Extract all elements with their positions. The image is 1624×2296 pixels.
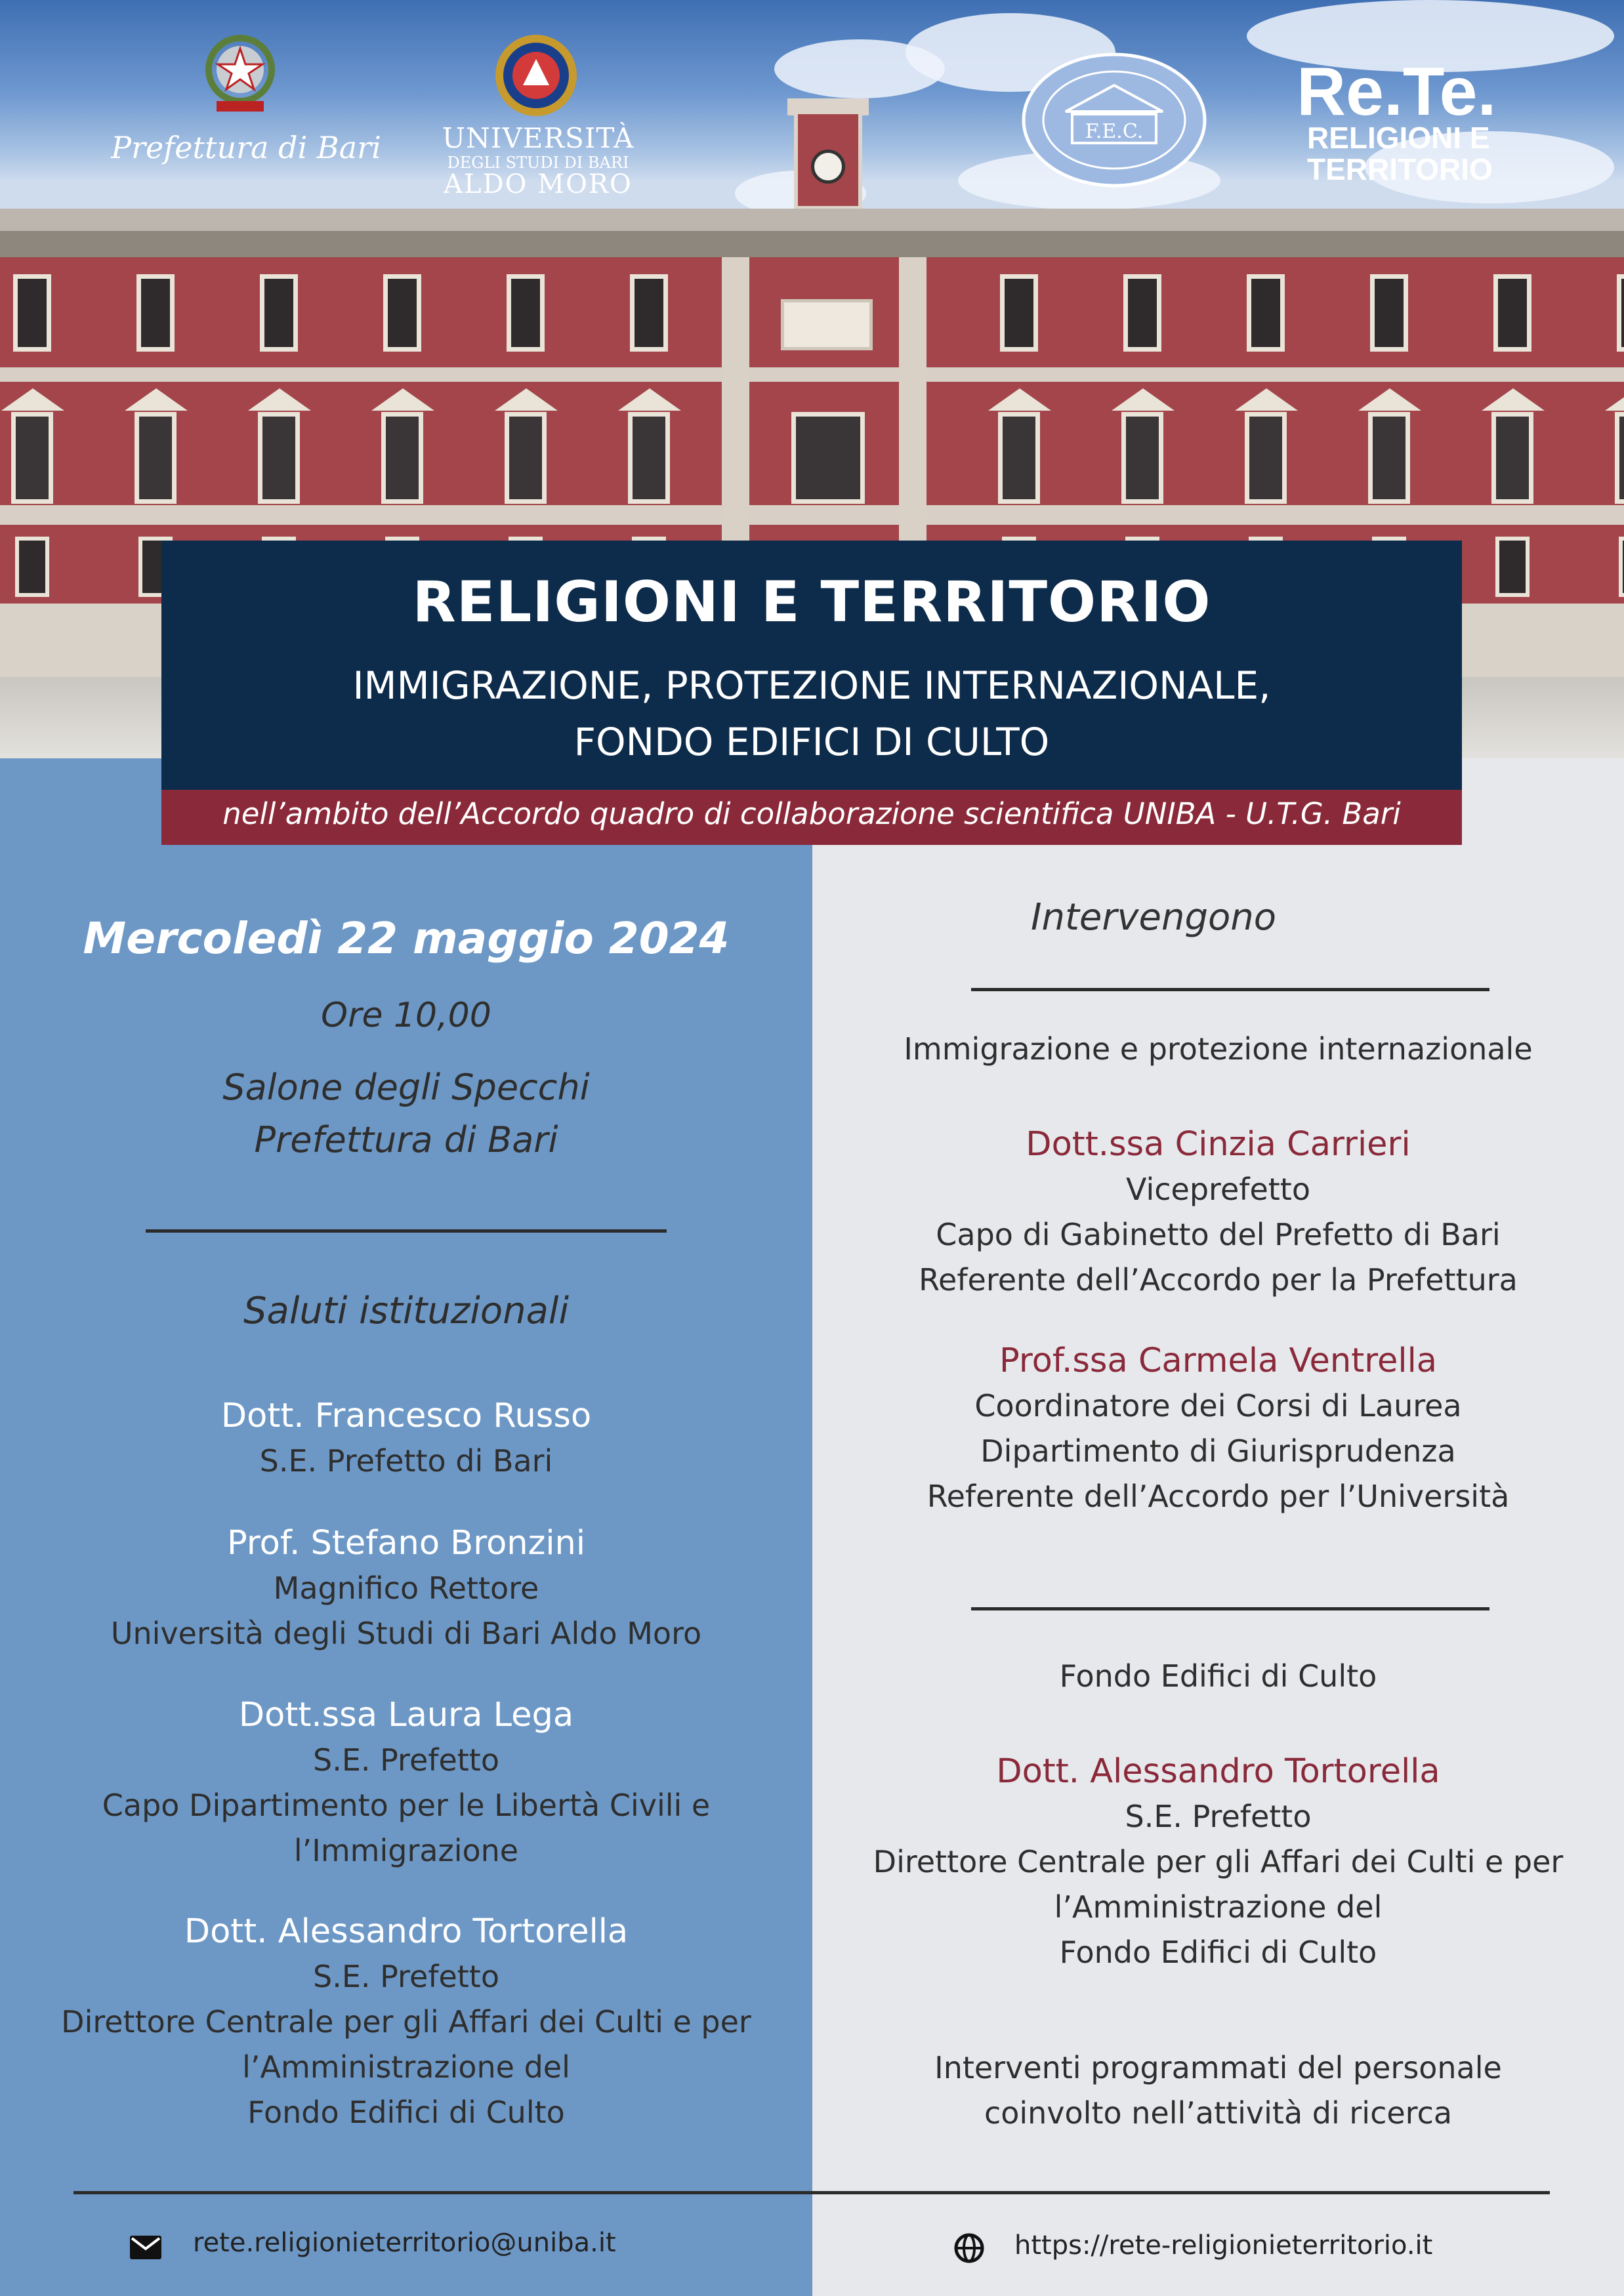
speaker-name: Prof. Stefano Bronzini: [226, 1524, 586, 1563]
speaker-role: Referente dell’Accordo per la Prefettura: [919, 1262, 1518, 1298]
window: [135, 412, 177, 504]
university-name-line2: DEGLI STUDI DI BARI: [447, 154, 629, 172]
closing-note: [812, 2045, 1624, 2136]
fec-logo-icon: [1020, 51, 1209, 189]
greeting-speaker: [0, 1692, 812, 1874]
speaker-name: Dott. Alessandro Tortorella: [996, 1752, 1440, 1791]
greeting-speaker: [0, 1521, 812, 1656]
divider: [971, 1607, 1489, 1610]
greeting-speaker: [0, 1909, 812, 2135]
window: [1123, 274, 1161, 352]
window: [1247, 274, 1285, 352]
window: [1617, 274, 1624, 352]
event-date: Mercoledì 22 maggio 2024: [83, 913, 730, 964]
window: [628, 412, 670, 504]
speakers-heading: Intervengono: [1030, 896, 1277, 939]
speaker-role: S.E. Prefetto di Bari: [259, 1443, 553, 1479]
venue-line2: Prefettura di Bari: [254, 1119, 558, 1160]
speaker-role: S.E. Prefetto: [313, 1742, 499, 1778]
speaker-role: Direttore Centrale per gli Affari dei Culti e per: [873, 1844, 1564, 1879]
central-window: [791, 412, 865, 504]
window: [1245, 412, 1287, 504]
greeting-speaker: [0, 1393, 812, 1484]
speaker-role: Magnifico Rettore: [273, 1570, 539, 1606]
window: [630, 274, 668, 352]
university-seal-icon: [493, 33, 579, 118]
speaker-role: Capo Dipartimento per le Libertà Civili e: [102, 1788, 711, 1823]
speaker-role: Fondo Edifici di Culto: [247, 2095, 565, 2130]
venue-line1: Salone degli Specchi: [222, 1067, 590, 1108]
rete-logo-subtitle: [1307, 122, 1556, 185]
divider: [146, 1229, 667, 1233]
window: [260, 274, 298, 352]
window: [381, 412, 423, 504]
speaker-role: Referente dell’Accordo per l’Università: [927, 1479, 1510, 1514]
accordo-text: nell’ambito dell’Accordo quadro di collaborazione scientifica UNIBA - U.T.G. Bari: [222, 796, 1401, 831]
topic-heading: Immigrazione e protezione internazionale: [904, 1031, 1533, 1067]
roofline: [0, 209, 1624, 231]
speaker-block: [812, 1122, 1624, 1303]
footer-email[interactable]: rete.religionieterritorio@uniba.it: [193, 2228, 616, 2258]
rete-logo-line1: RELIGIONI E: [1307, 121, 1490, 155]
speaker-block: [812, 1749, 1624, 1975]
prefettura-logo-text: Prefettura di Bari: [111, 130, 381, 165]
closing-line1: Interventi programmati del personale: [934, 2050, 1502, 2085]
speaker-block: [812, 1338, 1624, 1519]
speaker-role: Coordinatore dei Corsi di Laurea: [974, 1388, 1462, 1424]
speaker-name: Dott. Francesco Russo: [220, 1397, 592, 1435]
window: [11, 412, 53, 504]
window: [383, 274, 421, 352]
window: [258, 412, 300, 504]
university-name-line3: ALDO MORO: [444, 169, 633, 199]
subtitle-line2: FONDO EDIFICI DI CULTO: [573, 720, 1050, 764]
globe-icon: [954, 2233, 984, 2263]
window: [1370, 274, 1408, 352]
event-title: RELIGIONI E TERRITORIO: [412, 569, 1211, 635]
window: [1495, 537, 1530, 597]
speaker-role: S.E. Prefetto: [1125, 1799, 1312, 1834]
speaker-role: l’Immigrazione: [293, 1833, 519, 1868]
clock-icon: [811, 150, 845, 184]
window: [998, 412, 1040, 504]
topic-heading: Fondo Edifici di Culto: [1059, 1658, 1377, 1694]
speaker-role: Direttore Centrale per gli Affari dei Culti e per: [61, 2004, 751, 2040]
facade-band: [0, 505, 1624, 525]
window: [1000, 274, 1038, 352]
window: [15, 537, 49, 597]
window: [505, 412, 547, 504]
speaker-name: Dott. Alessandro Tortorella: [184, 1912, 629, 1951]
subtitle-line1: IMMIGRAZIONE, PROTEZIONE INTERNAZIONALE,: [352, 663, 1271, 708]
window: [1615, 412, 1624, 504]
speaker-name: Prof.ssa Carmela Ventrella: [999, 1342, 1438, 1380]
window: [507, 274, 545, 352]
speaker-role: S.E. Prefetto: [313, 1959, 499, 1994]
greetings-heading: Saluti istituzionali: [243, 1290, 570, 1332]
window: [1493, 274, 1531, 352]
closing-line2: coinvolto nell’attività di ricerca: [984, 2095, 1453, 2131]
speaker-name: Dott.ssa Cinzia Carrieri: [1026, 1125, 1411, 1164]
window: [13, 274, 51, 352]
speaker-role: Università degli Studi di Bari Aldo Moro: [110, 1616, 702, 1651]
speaker-role: Viceprefetto: [1126, 1172, 1310, 1207]
window: [1491, 412, 1533, 504]
speaker-role: Dipartimento di Giurisprudenza: [980, 1433, 1456, 1469]
speaker-role: Capo di Gabinetto del Prefetto di Bari: [936, 1217, 1501, 1252]
email-icon: [130, 2236, 161, 2259]
svg-text:F.E.C.: F.E.C.: [1085, 120, 1144, 143]
window: [1619, 537, 1624, 597]
university-name-line1: UNIVERSITÀ: [442, 122, 635, 154]
speaker-role: Fondo Edifici di Culto: [1059, 1935, 1377, 1970]
footer-website[interactable]: https://rete-religionieterritorio.it: [1014, 2230, 1433, 2261]
speaker-role: l’Amministrazione del: [242, 2049, 570, 2085]
event-time: Ore 10,00: [321, 996, 491, 1035]
cornice: [0, 231, 1624, 257]
window: [1368, 412, 1410, 504]
speaker-role: l’Amministrazione del: [1054, 1889, 1383, 1925]
speaker-name: Dott.ssa Laura Lega: [238, 1696, 574, 1734]
rete-logo-line2: TERRITORIO: [1307, 152, 1493, 186]
divider: [971, 988, 1489, 991]
rete-logo: Re.Te.: [1297, 54, 1497, 130]
facade-band: [0, 367, 1624, 382]
event-venue: [0, 1061, 812, 1166]
event-subtitle: [161, 657, 1462, 770]
window: [136, 274, 175, 352]
building-plaque: [781, 299, 873, 350]
window: [1121, 412, 1163, 504]
italian-emblem-icon: [202, 33, 278, 115]
footer-divider: [73, 2191, 1550, 2194]
